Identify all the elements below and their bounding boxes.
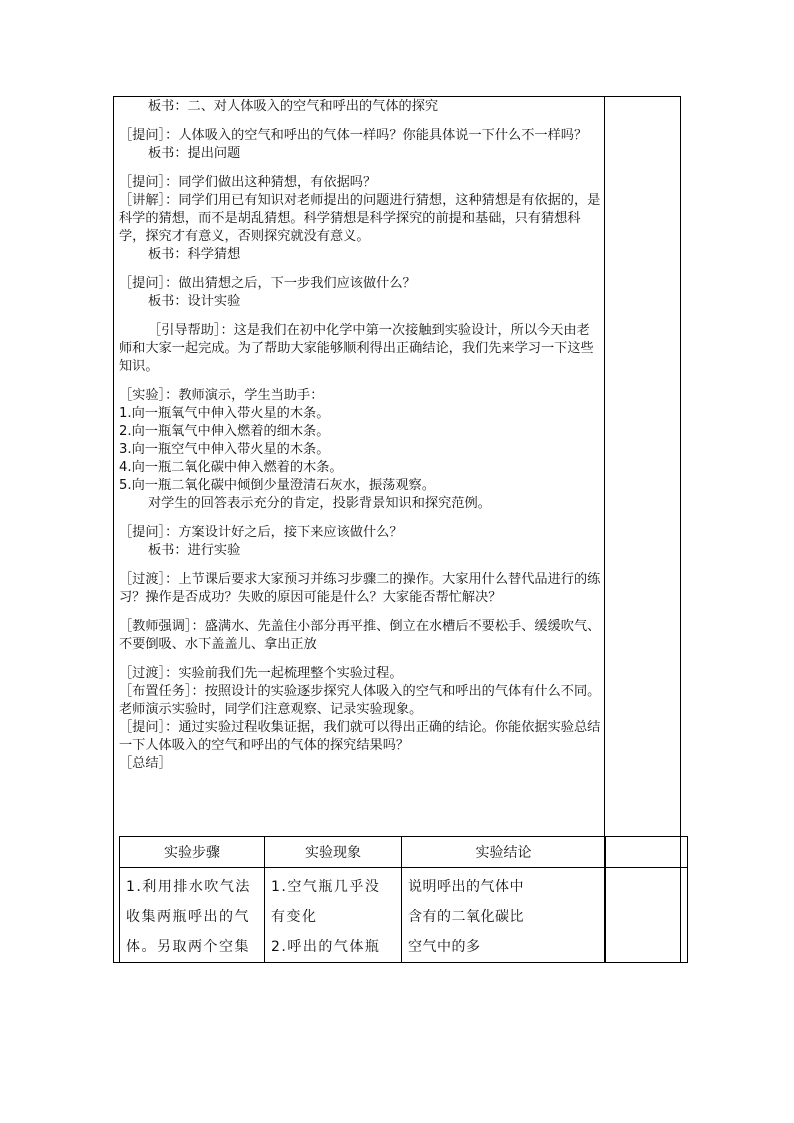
transition-2: ［过渡］：实验前我们先一起梳理整个实验过程。	[119, 666, 403, 681]
experiment-step-1: 1.向一瓶氧气中伸入带火星的木条。	[119, 406, 330, 421]
cell-steps	[120, 868, 265, 963]
question-5: ［提问］：通过实验过程收集证据，我们就可以得出正确的结论。你能依据实验总结一下人体吸入的空气和呼出的气体的探究结果吗？	[119, 720, 601, 753]
cell-empty	[606, 868, 688, 963]
summary-label: ［总结］	[119, 756, 172, 771]
lesson-content	[119, 98, 601, 773]
experiment-step-3: 3.向一瓶空气中伸入带火星的木条。	[119, 442, 330, 457]
cell-line: 2.呼出的气体瓶	[271, 939, 381, 955]
cell-phenomena	[265, 868, 402, 963]
explanation: ［讲解］：同学们用已有知识对老师提出的问题进行猜想，这种猜想是有依据的，是科学的猜想，而不是胡乱猜想。科学猜想是科学探究的前提和基础，只有猜想科学，探究才有意义，否则探究就没有意义。	[119, 193, 601, 244]
board-title: 板书：二、对人体吸入的空气和呼出的气体的探究	[148, 99, 439, 114]
question-4: ［提问］：方案设计好之后，接下来应该做什么？	[119, 525, 403, 540]
feedback-note: 对学生的回答表示充分的肯定，投影背景知识和探究范例。	[148, 496, 491, 511]
cell-line: 1.利用排水吹气法	[126, 879, 251, 895]
header-phenomena: 实验现象	[265, 837, 402, 868]
cell-line: 含有的二氧化碳比	[408, 909, 524, 925]
board-conduct: 板书：进行实验	[148, 543, 241, 558]
question-3: ［提问］：做出猜想之后，下一步我们应该做什么？	[119, 276, 416, 291]
cell-line: 1.空气瓶几乎没	[271, 879, 381, 895]
experiment-step-2: 2.向一瓶氧气中伸入燃着的细木条。	[119, 424, 330, 439]
table-row	[120, 868, 688, 963]
cell-line: 空气中的多	[408, 939, 481, 955]
experiment-table	[119, 836, 688, 963]
cell-line: 体。另取两个空集	[126, 939, 250, 955]
header-conclusion: 实验结论	[402, 837, 606, 868]
cell-line: 说明呼出的气体中	[408, 879, 524, 895]
table-header-row	[120, 837, 688, 868]
cell-line: 收集两瓶呼出的气	[126, 909, 250, 925]
board-design: 板书：设计实验	[148, 294, 241, 309]
question-2: ［提问］：同学们做出这种猜想，有依据吗？	[119, 175, 377, 190]
teacher-emphasis: ［教师强调］：盛满水、先盖住小部分再平推、倒立在水槽后不要松手、缓缓吹气、不要倒吸、水下盖盖儿、拿出正放	[119, 619, 601, 652]
header-steps: 实验步骤	[120, 837, 265, 868]
cell-conclusion	[402, 868, 606, 963]
experiment-step-4: 4.向一瓶二氧化碳中伸入燃着的木条。	[119, 460, 343, 475]
board-hypothesis: 板书：科学猜想	[148, 247, 241, 262]
cell-line: 有变化	[271, 909, 318, 925]
guidance: ［引导帮助］：这是我们在初中化学中第一次接触到实验设计，所以今天由老师和大家一起完成。为了帮助大家能够顺利得出正确结论，我们先来学习一下这些知识。	[119, 323, 594, 374]
board-ask-question: 板书：提出问题	[148, 146, 241, 161]
experiment-intro: ［实验］：教师演示，学生当助手：	[119, 388, 324, 403]
question-1: ［提问］：人体吸入的空气和呼出的气体一样吗？你能具体说一下什么不一样吗？	[119, 128, 588, 143]
experiment-step-5: 5.向一瓶二氧化碳中倾倒少量澄清石灰水，振荡观察。	[119, 478, 435, 493]
header-empty	[606, 837, 688, 868]
transition-1: ［过渡］：上节课后要求大家预习并练习步骤二的操作。大家用什么替代品进行的练习？操作是否成功？失败的原因可能是什么？大家能否帮忙解决？	[119, 572, 601, 605]
assign-task: ［布置任务］：按照设计的实验逐步探究人体吸入的空气和呼出的气体有什么不同。老师演示实验时，同学们注意观察、记录实验现象。	[119, 684, 601, 717]
column-divider	[604, 96, 605, 963]
